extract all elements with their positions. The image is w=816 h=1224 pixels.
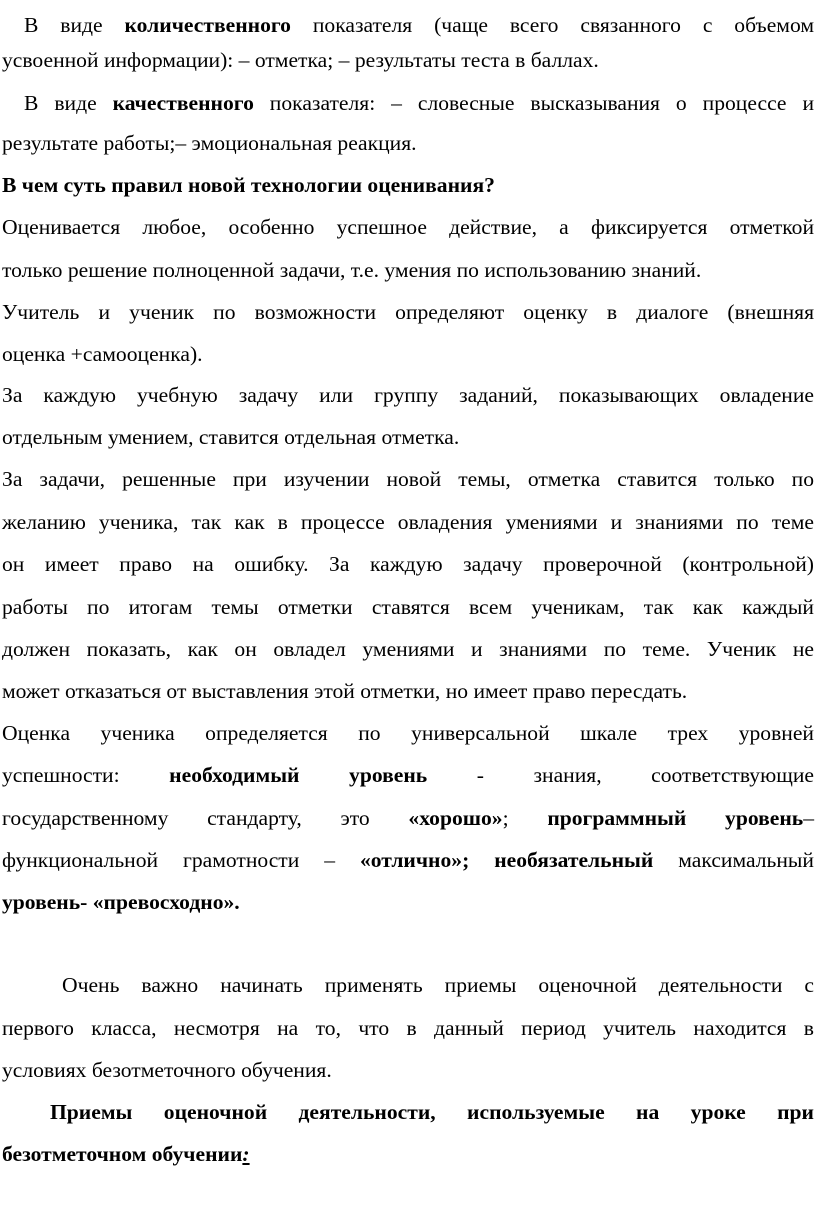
paragraph-new-topic-line-5: должен показать, как он овладел умениями и знаниями по теме. Ученик не [2, 637, 814, 661]
paragraph-quantitative-line-2: усвоенной информации): – отметка; – результаты теста в баллах. [2, 48, 599, 72]
paragraph-evaluation-line-2: только решение полноценной задачи, т.е. умения по использованию знаний. [2, 258, 702, 282]
paragraph-dialogue-line-2: оценка +самооценка). [2, 342, 203, 366]
text: максимальный [653, 848, 814, 872]
paragraph-new-topic-line-2: желанию ученика, так как в процессе овладения умениями и знаниями по теме [2, 510, 814, 534]
paragraph-scale-line-1: Оценка ученика определяется по универсальной шкале трех уровней [2, 721, 814, 745]
text: В виде [24, 13, 125, 37]
text: государственному стандарту, это [2, 806, 409, 830]
paragraph-qualitative-line-1 [2, 88, 814, 118]
paragraph-scale-line-3 [2, 803, 814, 833]
paragraph-evaluation-line-1: Оценивается любое, особенно успешное действие, а фиксируется отметкой [2, 215, 814, 239]
text: функциональной грамотности – [2, 848, 360, 872]
text: показателя: – словесные высказывания о процессе и [253, 91, 814, 115]
bold-term-quantitative: количественного [124, 13, 291, 37]
section-heading-rules: В чем суть правил новой технологии оценивания? [2, 173, 495, 197]
paragraph-new-topic-line-3: он имеет право на ошибку. За каждую задачу проверочной (контрольной) [2, 552, 814, 576]
bold-term-program-level: программный уровень [547, 806, 804, 830]
paragraph-task-mark-line-2: отдельным умением, ставится отдельная отметка. [2, 425, 460, 449]
text: безотметочном обучении [2, 1142, 243, 1166]
paragraph-quantitative-line-1 [2, 10, 814, 40]
paragraph-scale-line-2 [2, 760, 814, 790]
paragraph-first-grade-line-2: первого класса, несмотря на то, что в данный период учитель находится в [2, 1016, 814, 1040]
text: успешности: [2, 763, 170, 787]
bold-term-qualitative: качественного [112, 91, 254, 115]
paragraph-scale-line-5: уровень- «превосходно». [2, 890, 240, 914]
paragraph-first-grade-line-1: Очень важно начинать применять приемы оценочной деятельности с [62, 973, 814, 997]
section-heading-techniques-line-1: Приемы оценочной деятельности, используемые на уроке при [50, 1100, 814, 1124]
text: В виде [24, 91, 113, 115]
text: показателя (чаще всего связанного с объемом [290, 13, 814, 37]
paragraph-task-mark-line-1: За каждую учебную задачу или группу заданий, показывающих овладение [2, 383, 814, 407]
paragraph-qualitative-line-2: результате работы;– эмоциональная реакция. [2, 131, 417, 155]
bold-term-required-level: необходимый уровень [169, 763, 428, 787]
paragraph-new-topic-line-1: За задачи, решенные при изучении новой темы, отметка ставится только по [2, 467, 814, 491]
text: - знания, соответствующие [427, 763, 815, 787]
paragraph-new-topic-line-4: работы по итогам темы отметки ставятся всем ученикам, так как каждый [2, 595, 814, 619]
text: ; [502, 806, 548, 830]
paragraph-scale-line-4 [2, 845, 814, 875]
paragraph-new-topic-line-6: может отказаться от выставления этой отметки, но имеет право пересдать. [2, 679, 688, 703]
paragraph-dialogue-line-1: Учитель и ученик по возможности определяют оценку в диалоге (внешняя [2, 300, 814, 324]
bold-term-good: «хорошо» [408, 806, 503, 830]
section-heading-techniques-line-2 [2, 1139, 814, 1169]
paragraph-first-grade-line-3: условиях безотметочного обучения. [2, 1058, 332, 1082]
underlined-colon: : [242, 1142, 250, 1166]
bold-term-excellent-optional: «отлично»; необязательный [359, 848, 654, 872]
text: – [803, 806, 814, 830]
